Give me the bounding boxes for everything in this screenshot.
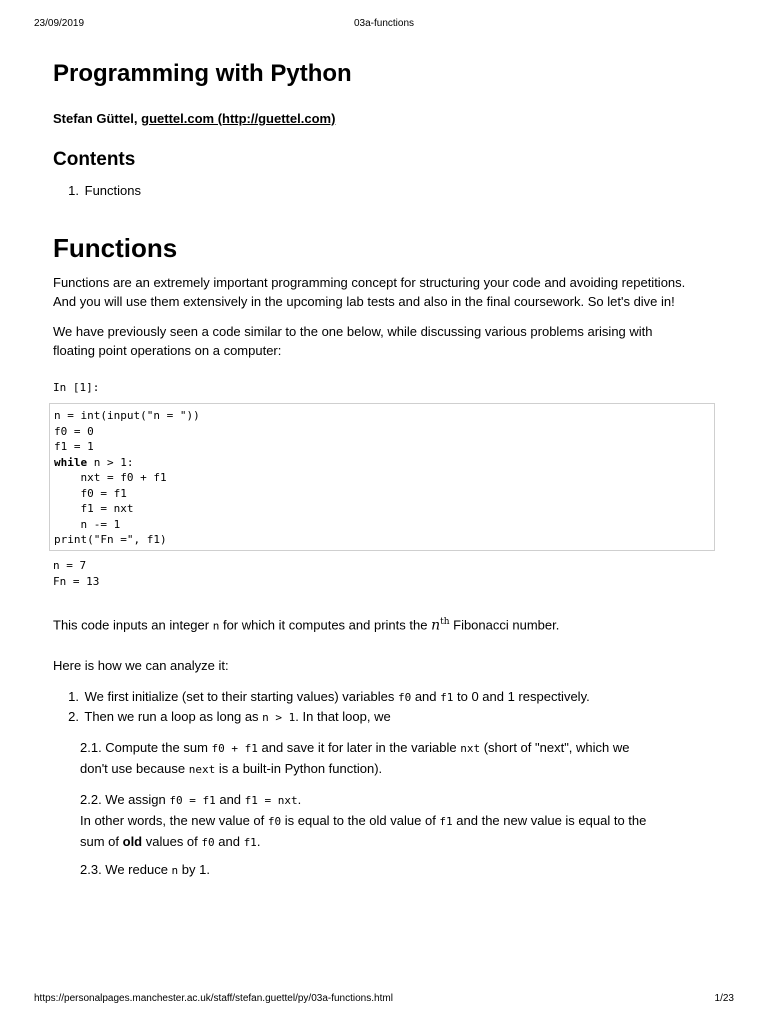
inline-code: nxt	[460, 742, 481, 755]
inline-code: f1 = nxt	[244, 794, 298, 807]
intro-line-2: And you will use them extensively in the upcoming lab tests and also in the final coursework. So let's dive in!	[53, 294, 675, 309]
list-number: 1.	[68, 689, 79, 704]
text: values of	[142, 834, 202, 849]
text: and the new value is equal to the	[452, 813, 647, 828]
sub-item-2-3	[80, 860, 700, 881]
inline-code: f0	[267, 815, 282, 828]
text: don't use because	[80, 761, 189, 776]
context-line-2: floating point operations on a computer:	[53, 343, 282, 358]
section-heading-functions: Functions	[53, 233, 178, 263]
toc-item-label[interactable]: Functions	[84, 183, 141, 198]
code-cell[interactable]	[49, 403, 715, 551]
text: and	[214, 834, 244, 849]
text: 2.3. We reduce	[80, 862, 172, 877]
text: We first initialize (set to their starting values) variables	[84, 689, 398, 704]
while-condition: n > 1:	[87, 455, 134, 469]
author-line	[53, 111, 335, 126]
inline-code: next	[188, 763, 216, 776]
inline-code: f0	[201, 836, 215, 849]
text: is a built-in Python function).	[215, 761, 383, 776]
text: and	[215, 792, 245, 807]
toc-item-functions[interactable]	[53, 183, 141, 198]
code-line: f0 = f1	[54, 486, 127, 500]
list-item	[53, 687, 590, 707]
text: to 0 and 1 respectively.	[453, 689, 590, 704]
code-line: n = int(input("n = "))	[54, 409, 200, 422]
contents-heading: Contents	[53, 149, 136, 170]
inline-code: n	[171, 864, 179, 877]
math-superscript: th	[440, 617, 450, 627]
text: and save it for later in the variable	[257, 740, 461, 755]
intro-paragraph	[53, 273, 723, 311]
list-item	[53, 707, 391, 727]
code-line: f1 = 1	[54, 440, 94, 453]
print-date: 23/09/2019	[34, 18, 85, 29]
text: .	[256, 834, 261, 849]
toc-item-number: 1.	[68, 183, 79, 198]
author-link[interactable]: guettel.com (http://guettel.com)	[141, 111, 336, 126]
inline-code: f1	[243, 836, 257, 849]
text: In other words, the new value of	[80, 813, 268, 828]
inline-code: f0 = f1	[169, 794, 216, 807]
code-line: f1 = nxt	[54, 502, 134, 515]
text: . In that loop, we	[295, 709, 391, 724]
sub-item-2-1	[80, 738, 700, 780]
code-line-while	[54, 455, 714, 471]
fibonacci-paragraph	[53, 613, 723, 635]
code-line: n -= 1	[54, 517, 121, 531]
text: for which it computes and prints the	[219, 617, 432, 633]
inline-code: f1	[439, 815, 453, 828]
text: Then we run a loop as long as	[84, 709, 263, 724]
text: Fibonacci number.	[449, 617, 560, 633]
text: This code inputs an integer	[53, 617, 213, 633]
math-n: n	[431, 617, 441, 634]
context-line-1: We have previously seen a code similar to the one below, while discussing various problems arising with	[53, 324, 653, 339]
text: 2.1. Compute the sum	[80, 740, 212, 755]
inline-code: f1	[440, 691, 454, 704]
author-name: Stefan Güttel,	[53, 111, 142, 126]
inline-code: n > 1	[262, 711, 296, 724]
text: sum of	[80, 834, 123, 849]
text: and	[411, 689, 441, 704]
cell-output	[53, 558, 99, 589]
output-line: Fn = 13	[53, 574, 100, 588]
keyword-while: while	[54, 455, 88, 469]
text: by 1.	[178, 862, 210, 877]
intro-line-1: Functions are an extremely important programming concept for structuring your code and avoiding repetitions.	[53, 275, 686, 290]
code-line: print("Fn =", f1)	[54, 533, 167, 546]
page-title: Programming with Python	[53, 60, 352, 87]
bold-text: old	[122, 834, 143, 849]
sub-item-2-2	[80, 790, 700, 853]
page-number: 1/23	[714, 993, 734, 1004]
print-url: https://personalpages.manchester.ac.uk/staff/stefan.guettel/py/03a-functions.html	[34, 993, 393, 1004]
text: is equal to the old value of	[281, 813, 440, 828]
text: (short of "next", which we	[480, 740, 630, 755]
inline-code: f0	[397, 691, 412, 704]
code-line: nxt = f0 + f1	[54, 471, 167, 484]
list-number: 2.	[68, 709, 79, 724]
analysis-intro: Here is how we can analyze it:	[53, 658, 229, 673]
context-paragraph	[53, 322, 723, 360]
output-line: n = 7	[53, 559, 87, 572]
inline-code: n	[212, 619, 220, 633]
code-line: f0 = 0	[54, 424, 94, 438]
text: .	[297, 792, 302, 807]
print-doc-title: 03a-functions	[353, 18, 415, 29]
inline-code: f0 + f1	[211, 742, 258, 755]
text: 2.2. We assign	[80, 792, 170, 807]
cell-prompt: In [1]:	[53, 381, 100, 394]
